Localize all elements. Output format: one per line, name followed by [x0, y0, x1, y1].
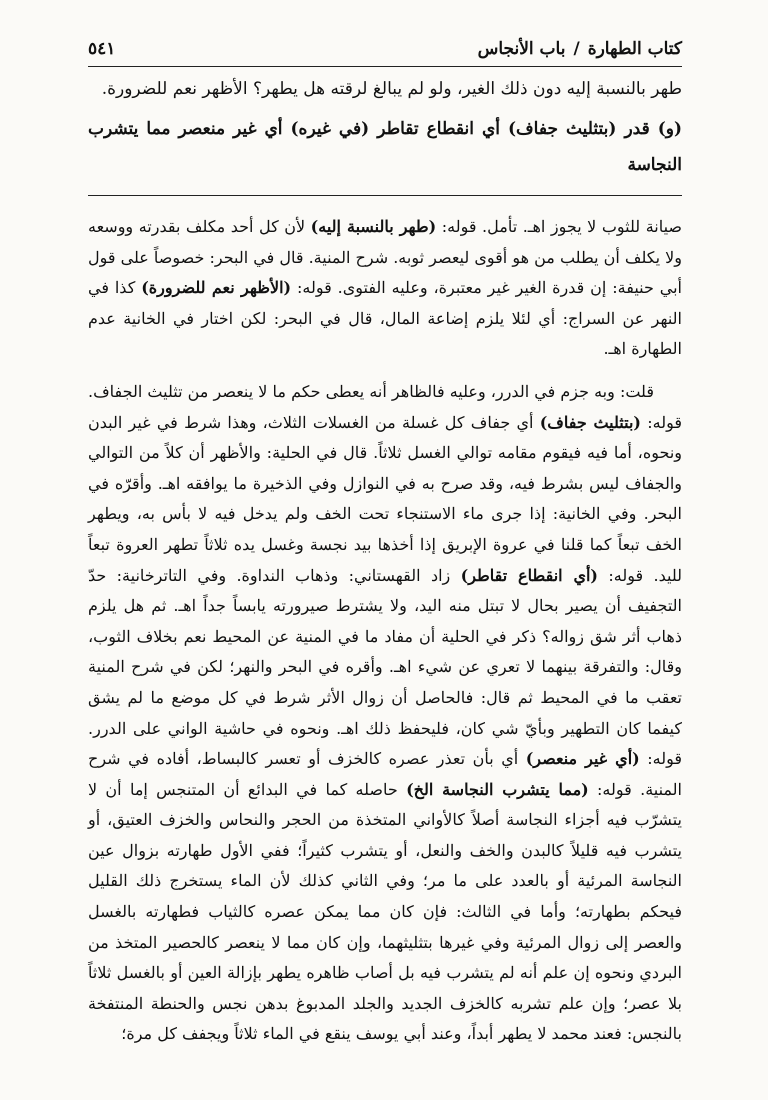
header-title — [478, 38, 682, 60]
page-number: ٥٤١ — [88, 39, 116, 59]
comm-quote: (مما يتشرب النجاسة الخ) — [406, 779, 589, 799]
comm-quote: (أي غير منعصر) — [525, 749, 640, 769]
main-seg-e: أي غير منعصر مما يتشرب النجاسة — [88, 119, 682, 175]
chapter-title: باب الأنجاس — [477, 39, 566, 59]
main-paragraph-1: طهر بالنسبة إليه دون ذلك الغير، ولو لم يبالغ لرقته هل يطهر؟ الأظهر نعم للضرورة. — [101, 79, 682, 99]
comm-seg: لأن كل أحد مكلف بقدرته ووسعه ولا يكلف أن يطلب من هو أقوى ليعصر ثوبه. شرح المنية. قال في البحر: خصوصاً على قول أبي حنيفة: إن قدرة الغير غير معتبرة، وعليه الفتوى. قوله: — [88, 217, 682, 298]
comm-quote: (أي انقطاع تقاطر) — [460, 565, 598, 585]
comm-seg: قلت: وبه جزم في الدرر، وعليه فالظاهر أنه يعطى حكم ما لا ينعصر من تثليث الجفاف. قوله: — [88, 381, 682, 432]
main-seg-a: (و) قدر — [616, 119, 683, 139]
section-divider — [88, 195, 682, 196]
main-paragraph-2 — [88, 111, 682, 183]
commentary-text — [88, 212, 682, 1050]
commentary-paragraph-2 — [88, 377, 682, 1050]
comm-quote: (الأظهر نعم للضرورة) — [141, 278, 292, 298]
comm-quote: (بتثليث جفاف) — [539, 412, 641, 432]
main-seg-c: أي انقطاع تقاطر — [369, 119, 508, 139]
main-seg-b: (بتثليث جفاف) — [508, 119, 617, 139]
comm-seg: زاد القهستاني: وذهاب النداوة. وفي التاترخانية: حدّ التجفيف أن يصير بحال لا تبتل منه اليد، ولا يشترط صيرورته يابساً جداً اهـ. ثم هل يلزم ذهاب أثر شق زواله؟ ذكر في الحلية أن مفاد ما في المنية عن المحيط نعم بخلاف الثوب، وقال: والتفرقة بينهما لا تعري عن شيء اهـ. وأقره في البحر والنهر؛ لكن في شرح المنية تعقب ما في المحيط ثم قال: فالحاصل أن زوال الأثر شرط في كل موضع ما لم يشق كيفما كان التطهير وبأيّ شي كان، فليحفظ ذلك اهـ. ونحوه في حاشية الواني على الدرر. قوله: — [88, 565, 683, 769]
running-header — [88, 38, 682, 67]
title-separator: / — [573, 39, 580, 59]
book-title: كتاب الطهارة — [587, 39, 682, 59]
comm-seg: أي جفاف كل غسلة من الغسلات الثلاث، وهذا شرط في غير البدن ونحوه، أما فيه فيقوم مقامه توالي الغسل ثلاثاً. قال في الحلية: والأظهر أن كلاً من التوالي والجفاف ليس بشرط فيه، وقد صرح به في النوازل وفي الذخيرة ما يوافقه اهـ. وأقرّه في البحر. وفي الخانية: إذا جرى ماء الاستنجاء تحت الخف ولم يدخل فيه لا بأس به، ويطهر الخف تبعاً كما قلنا في عروة الإبريق إذا أخذها بيد نجسة وغسل يده ثلاثاً تطهر العروة تبعاً لليد. قوله: — [88, 412, 682, 585]
commentary-paragraph-1 — [88, 212, 682, 365]
comm-seg: أي بأن تعذر عصره كالخزف أو تعسر كالبساط، أفاده في شرح المنية. قوله: — [88, 749, 683, 799]
comm-seg: حاصله كما في البدائع أن المتنجس إما أن لا يتشرّب فيه أجزاء النجاسة أصلاً كالأواني المتخذة من الحجر والنحاس والخزف العتيق، أو يتشرب فيه قليلاً كالبدن والخف والنعل، أو يتشرب كثيراً؛ ففي الأول طهارته بزوال عين النجاسة المرئية أو بالعدد على ما مر؛ وفي الثاني كذلك لأن الماء يستخرج ذلك القليل فيحكم بطهارته؛ وأما في الثالث: فإن كان مما يمكن عصره كالثياب فطهارته بالغسل والعصر إلى زوال المرئية وفي غيرها بتثليثهما، وإن كان مما لا ينعصر كالحصير المتخذ من البردي ونحوه إن علم أنه لم يتشرب فيه بل أصاب ظاهره يطهر بإزالة العين أو بالغسل ثلاثاً بلا عصر؛ وإن علم تشربه كالخزف الجديد والجلد المدبوغ بدهن نجس والحنطة المنتفخة بالنجس: فعند محمد لا يطهر أبداً، وعند أبي يوسف ينقع في الماء ثلاثاً ويجفف كل مرة؛ — [88, 779, 682, 1044]
main-seg-d: (في غيره) — [290, 119, 370, 139]
main-text — [88, 71, 682, 183]
comm-seg: صيانة للثوب لا يجوز اهـ. تأمل. قوله: — [436, 217, 683, 236]
comm-seg: كذا في النهر عن السراج: أي لئلا يلزم إضاعة المال، قال في البحر: لكن اختار في الخانية عدم الطهارة اهـ. — [88, 278, 682, 359]
comm-quote: (طهر بالنسبة إليه) — [310, 217, 437, 236]
